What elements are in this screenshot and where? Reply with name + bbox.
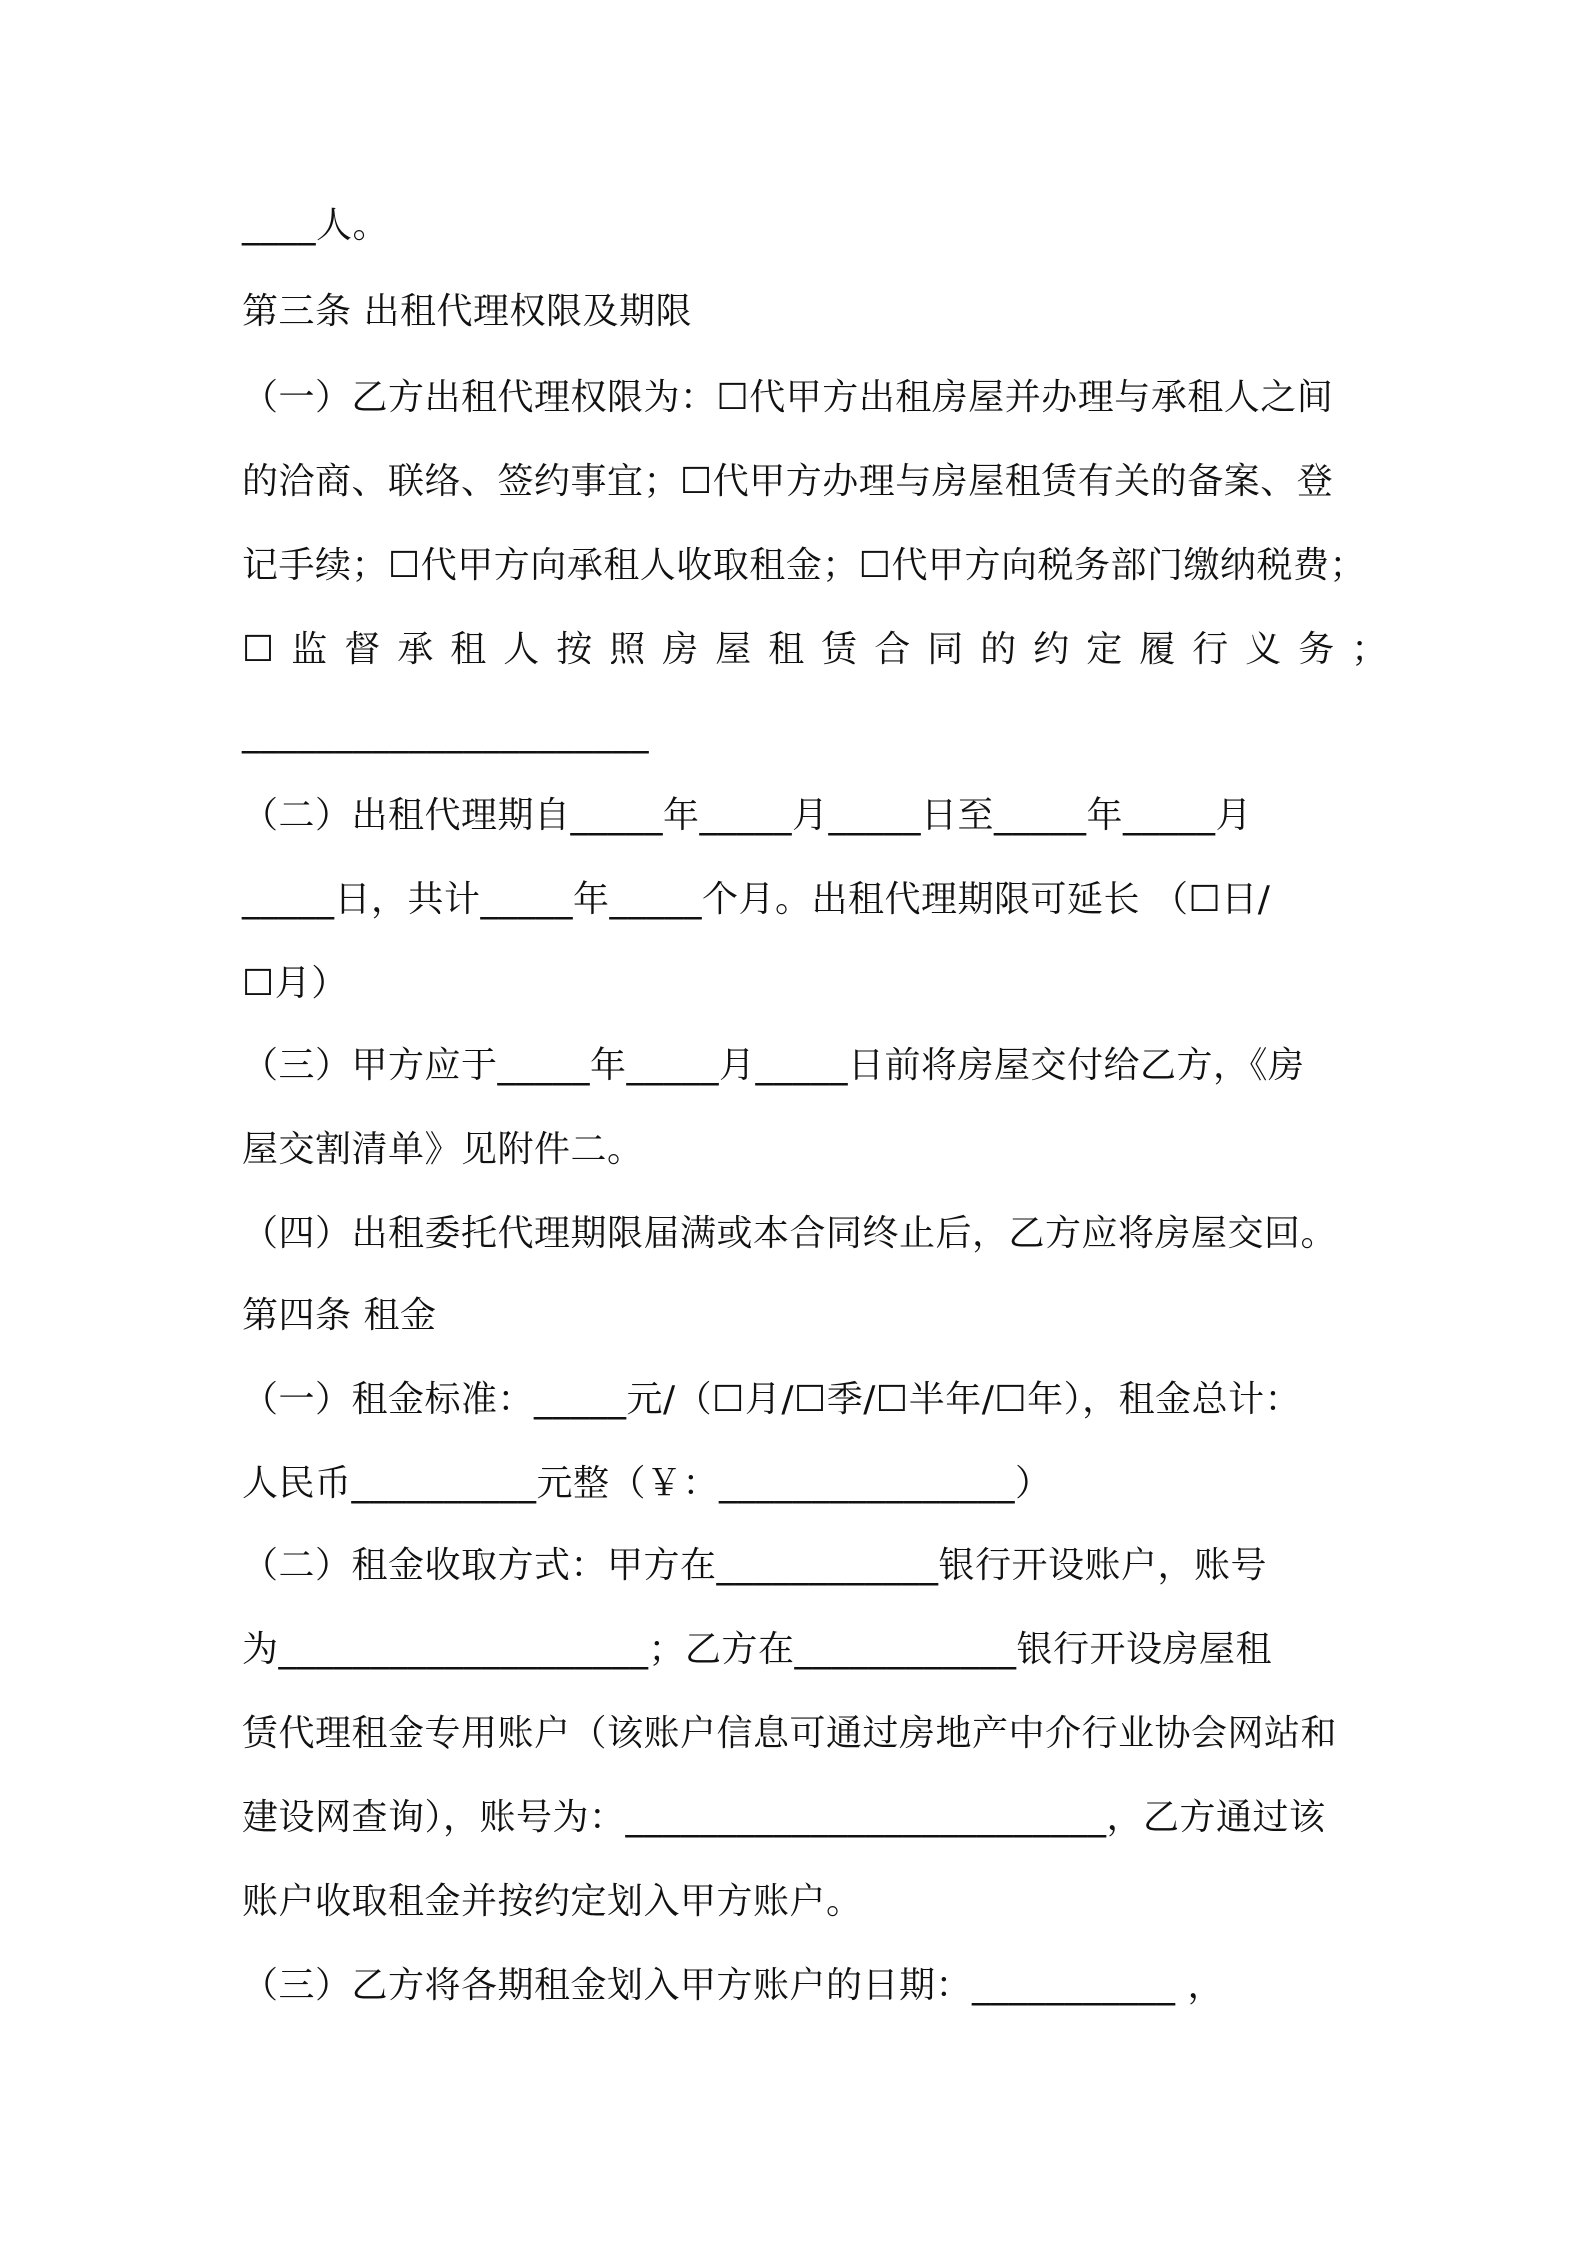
text-line-11: （三）甲方应于_____年_____月_____日前将房屋交付给乙方，《房 xyxy=(242,1045,1305,1086)
text-line-21: 账户收取租金并按约定划入甲方账户。 xyxy=(242,1881,863,1922)
article-3-heading: 第三条 出租代理权限及期限 xyxy=(242,291,692,332)
text-line-6: ☐监督承租人按照房屋租赁合同的约定履行义务； xyxy=(242,629,1405,670)
text-line-3: （一）乙方出租代理权限为：☐代甲方出租房屋并办理与承租人之间 xyxy=(242,377,1334,418)
text-line-16: 人民币__________元整（￥：________________） xyxy=(242,1463,1052,1504)
article-4-heading: 第四条 租金 xyxy=(242,1295,437,1336)
text-line-18: 为____________________；乙方在____________银行开设房屋租 xyxy=(242,1629,1273,1670)
text-line-8: （二）出租代理期自_____年_____月_____日至_____年_____月 xyxy=(242,795,1253,836)
text-line-4: 的洽商、联络、签约事宜；☐代甲方办理与房屋租赁有关的备案、登 xyxy=(242,461,1334,502)
text-line-10: ☐月） xyxy=(242,963,348,1004)
text-line-20: 建设网查询），账号为：__________________________，乙方通过该 xyxy=(242,1797,1326,1838)
text-line-17: （二）租金收取方式：甲方在____________银行开设账户，账号 xyxy=(242,1545,1268,1586)
text-line-1: ____人。 xyxy=(242,205,390,246)
text-line-15: （一）租金标准：_____元/（☐月/☐季/☐半年/☐年），租金总计： xyxy=(242,1379,1302,1420)
text-line-19: 赁代理租金专用账户（该账户信息可通过房地产中介行业协会网站和 xyxy=(242,1713,1338,1754)
text-line-9: _____日，共计_____年_____个月。出租代理期限可延长 （☐日/ xyxy=(242,879,1271,920)
text-line-13: （四）出租委托代理期限届满或本合同终止后，乙方应将房屋交回。 xyxy=(242,1213,1338,1254)
text-line-5: 记手续；☐代甲方向承租人收取租金；☐代甲方向税务部门缴纳税费； xyxy=(242,545,1367,586)
text-line-22: （三）乙方将各期租金划入甲方账户的日期：___________ ， xyxy=(242,1965,1224,2006)
text-line-12: 屋交割清单》见附件二。 xyxy=(242,1129,644,1170)
text-line-7: ______________________ xyxy=(242,713,649,754)
